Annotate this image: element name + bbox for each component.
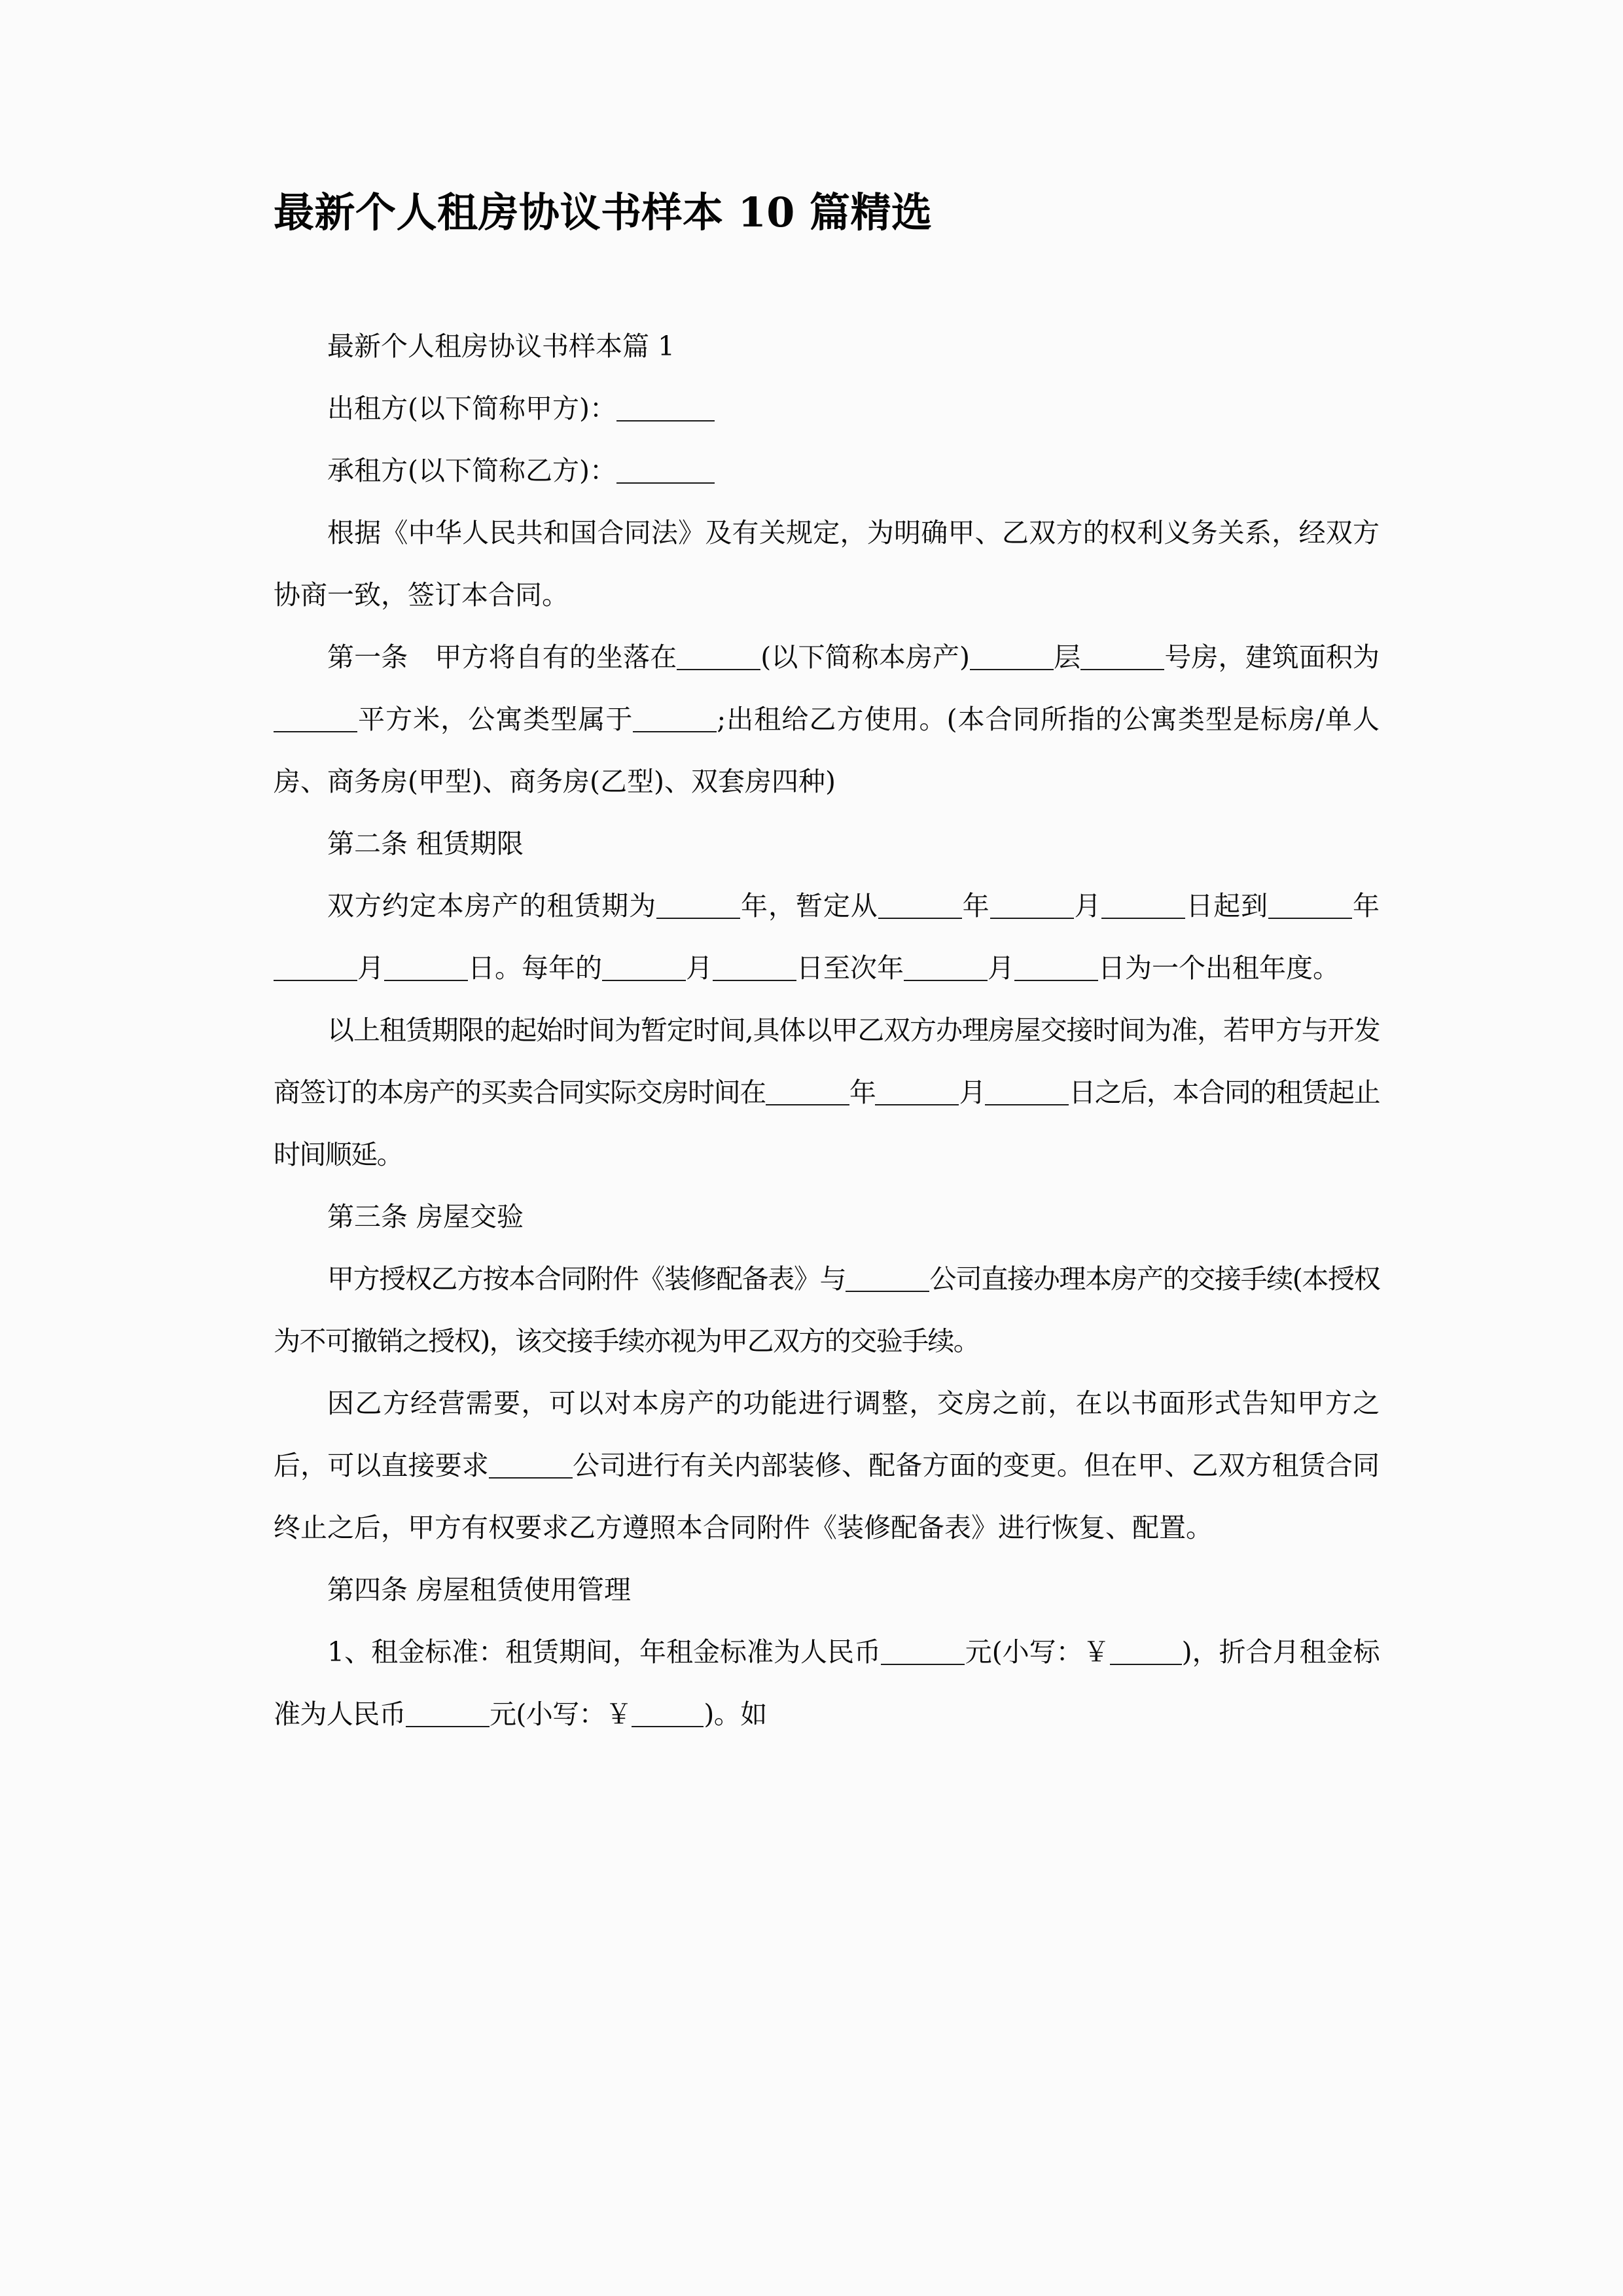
- article-1-paragraph: [274, 626, 1380, 813]
- lessor-label: 出租方(以下简称甲方)：: [327, 393, 616, 425]
- article-2-text-k: 月: [988, 952, 1014, 984]
- article-3-paragraph: [274, 1248, 1380, 1372]
- page-title: 最新个人租房协议书样本 10 篇精选: [274, 188, 933, 236]
- article-1-blank-1: [677, 645, 760, 670]
- article-2-text-d: 月: [1073, 890, 1102, 922]
- article-2-blank-6: [274, 956, 357, 981]
- lessee-line: [274, 440, 1380, 502]
- article-1-text-e: 平方米，公寓类型属于: [357, 704, 633, 736]
- article-3-text-d: 公司进行有关内部装修、配备方面的变更。但在甲、乙双方租赁合同终止之后，甲方有权要求乙方遵照本合同附件《装修配备表》进行恢复、配置。: [274, 1450, 1380, 1544]
- article-2-blank-3: [990, 894, 1074, 919]
- article-3-blank-1: [846, 1267, 929, 1292]
- article-4-text-b: 元(小写：￥: [965, 1636, 1110, 1668]
- article-2-note-paragraph: [274, 999, 1380, 1186]
- article-2-text-a: 双方约定本房产的租赁期为: [327, 890, 657, 922]
- lessor-line: [274, 378, 1380, 440]
- article-1-blank-2: [970, 645, 1054, 670]
- article-2-note-text-d: 日之后，本合同的租赁起止时间顺延。: [274, 1077, 1380, 1171]
- lessee-label: 承租方(以下简称乙方)：: [327, 455, 616, 487]
- article-2-blank-11: [1014, 956, 1098, 981]
- article-2-blank-7: [384, 956, 468, 981]
- article-4-text-a: 1、租金标准：租赁期间，年租金标准为人民币: [327, 1636, 882, 1668]
- article-3-heading: 第三条 房屋交验: [327, 1201, 524, 1233]
- article-2-blank-10: [904, 956, 988, 981]
- article-2-text-g: 月: [357, 952, 384, 984]
- article-2-heading: 第二条 租赁期限: [327, 828, 524, 860]
- article-2-text-c: 年: [961, 890, 990, 922]
- article-4-blank-3: [406, 1702, 490, 1727]
- article-2-blank-9: [713, 956, 796, 981]
- article-2-blank-1: [656, 894, 740, 919]
- article-2-blank-8: [602, 956, 686, 981]
- article-4-blank-4: [632, 1702, 704, 1727]
- article-1-blank-3: [1080, 645, 1164, 670]
- article-2-note-text-b: 年: [849, 1077, 876, 1109]
- article-3-text-a: 甲方授权乙方按本合同附件《装修配备表》与: [327, 1263, 846, 1295]
- article-2-blank-2: [878, 894, 962, 919]
- article-1-text-c: 层: [1054, 641, 1081, 673]
- article-1-text-f: ;出租给乙方使用。(本合同所指的公寓类型是标房/单人房、商务房(甲型)、商务房(乙型)、双套房四种): [274, 704, 1380, 798]
- article-2-text-l: 日为一个出租年度。: [1098, 952, 1340, 984]
- article-2-note-blank-3: [985, 1081, 1069, 1105]
- article-2-note-blank-1: [766, 1081, 849, 1105]
- article-1-blank-4: [274, 708, 357, 732]
- article-1-text-a: 第一条 甲方将自有的坐落在: [327, 641, 677, 673]
- preamble-paragraph: 根据《中华人民共和国合同法》及有关规定，为明确甲、乙双方的权利义务关系，经双方协商一致，签订本合同。: [274, 517, 1380, 611]
- article-2-blank-4: [1101, 894, 1185, 919]
- article-2-note-blank-2: [875, 1081, 959, 1105]
- section-subtitle: 最新个人租房协议书样本篇 1: [327, 331, 675, 363]
- article-4-text-d: 元(小写：￥: [490, 1698, 632, 1731]
- article-3-blank-2: [489, 1454, 573, 1479]
- article-2-paragraph: [274, 875, 1380, 999]
- article-1-blank-5: [633, 708, 717, 732]
- article-1-text-d: 号房，建筑面积为: [1164, 641, 1380, 673]
- article-2-text-i: 月: [686, 952, 713, 984]
- article-2-note-text-c: 月: [959, 1077, 986, 1109]
- article-2-text-j: 日至次年: [796, 952, 904, 984]
- article-2-text-b: 年，暂定从: [740, 890, 878, 922]
- document-content: [274, 0, 1380, 1746]
- article-2-text-e: 日起到: [1185, 890, 1269, 922]
- article-4-blank-2: [1110, 1640, 1182, 1665]
- article-4-text-c: )，折合月租金标准为人民币: [274, 1636, 1380, 1731]
- article-2-note-text-a: 以上租赁期限的起始时间为暂定时间,具体以甲乙双方办理房屋交接时间为准，若甲方与开发商签订的本房产的买卖合同实际交房时间在: [274, 1014, 1380, 1109]
- article-2-text-h: 日。每年的: [468, 952, 602, 984]
- article-1-text-b: (以下简称本房产): [760, 641, 971, 673]
- article-2-blank-5: [1268, 894, 1352, 919]
- article-3-adjust-paragraph: [274, 1372, 1380, 1559]
- article-2-text-f: 年: [1352, 890, 1380, 922]
- lessor-blank: [616, 397, 715, 422]
- article-4-rent-paragraph: [274, 1621, 1380, 1746]
- article-3-text-c: 因乙方经营需要，可以对本房产的功能进行调整，交房之前，在以书面形式告知甲方之后，可以直接要求: [274, 1388, 1380, 1482]
- article-4-heading: 第四条 房屋租赁使用管理: [327, 1574, 632, 1606]
- article-3-text-b: 公司直接办理本房产的交接手续(本授权为不可撤销之授权)，该交接手续亦视为甲乙双方的交验手续。: [274, 1263, 1380, 1357]
- article-4-blank-1: [881, 1640, 965, 1665]
- lessee-blank: [616, 459, 715, 484]
- article-4-text-e: )。如: [704, 1698, 767, 1731]
